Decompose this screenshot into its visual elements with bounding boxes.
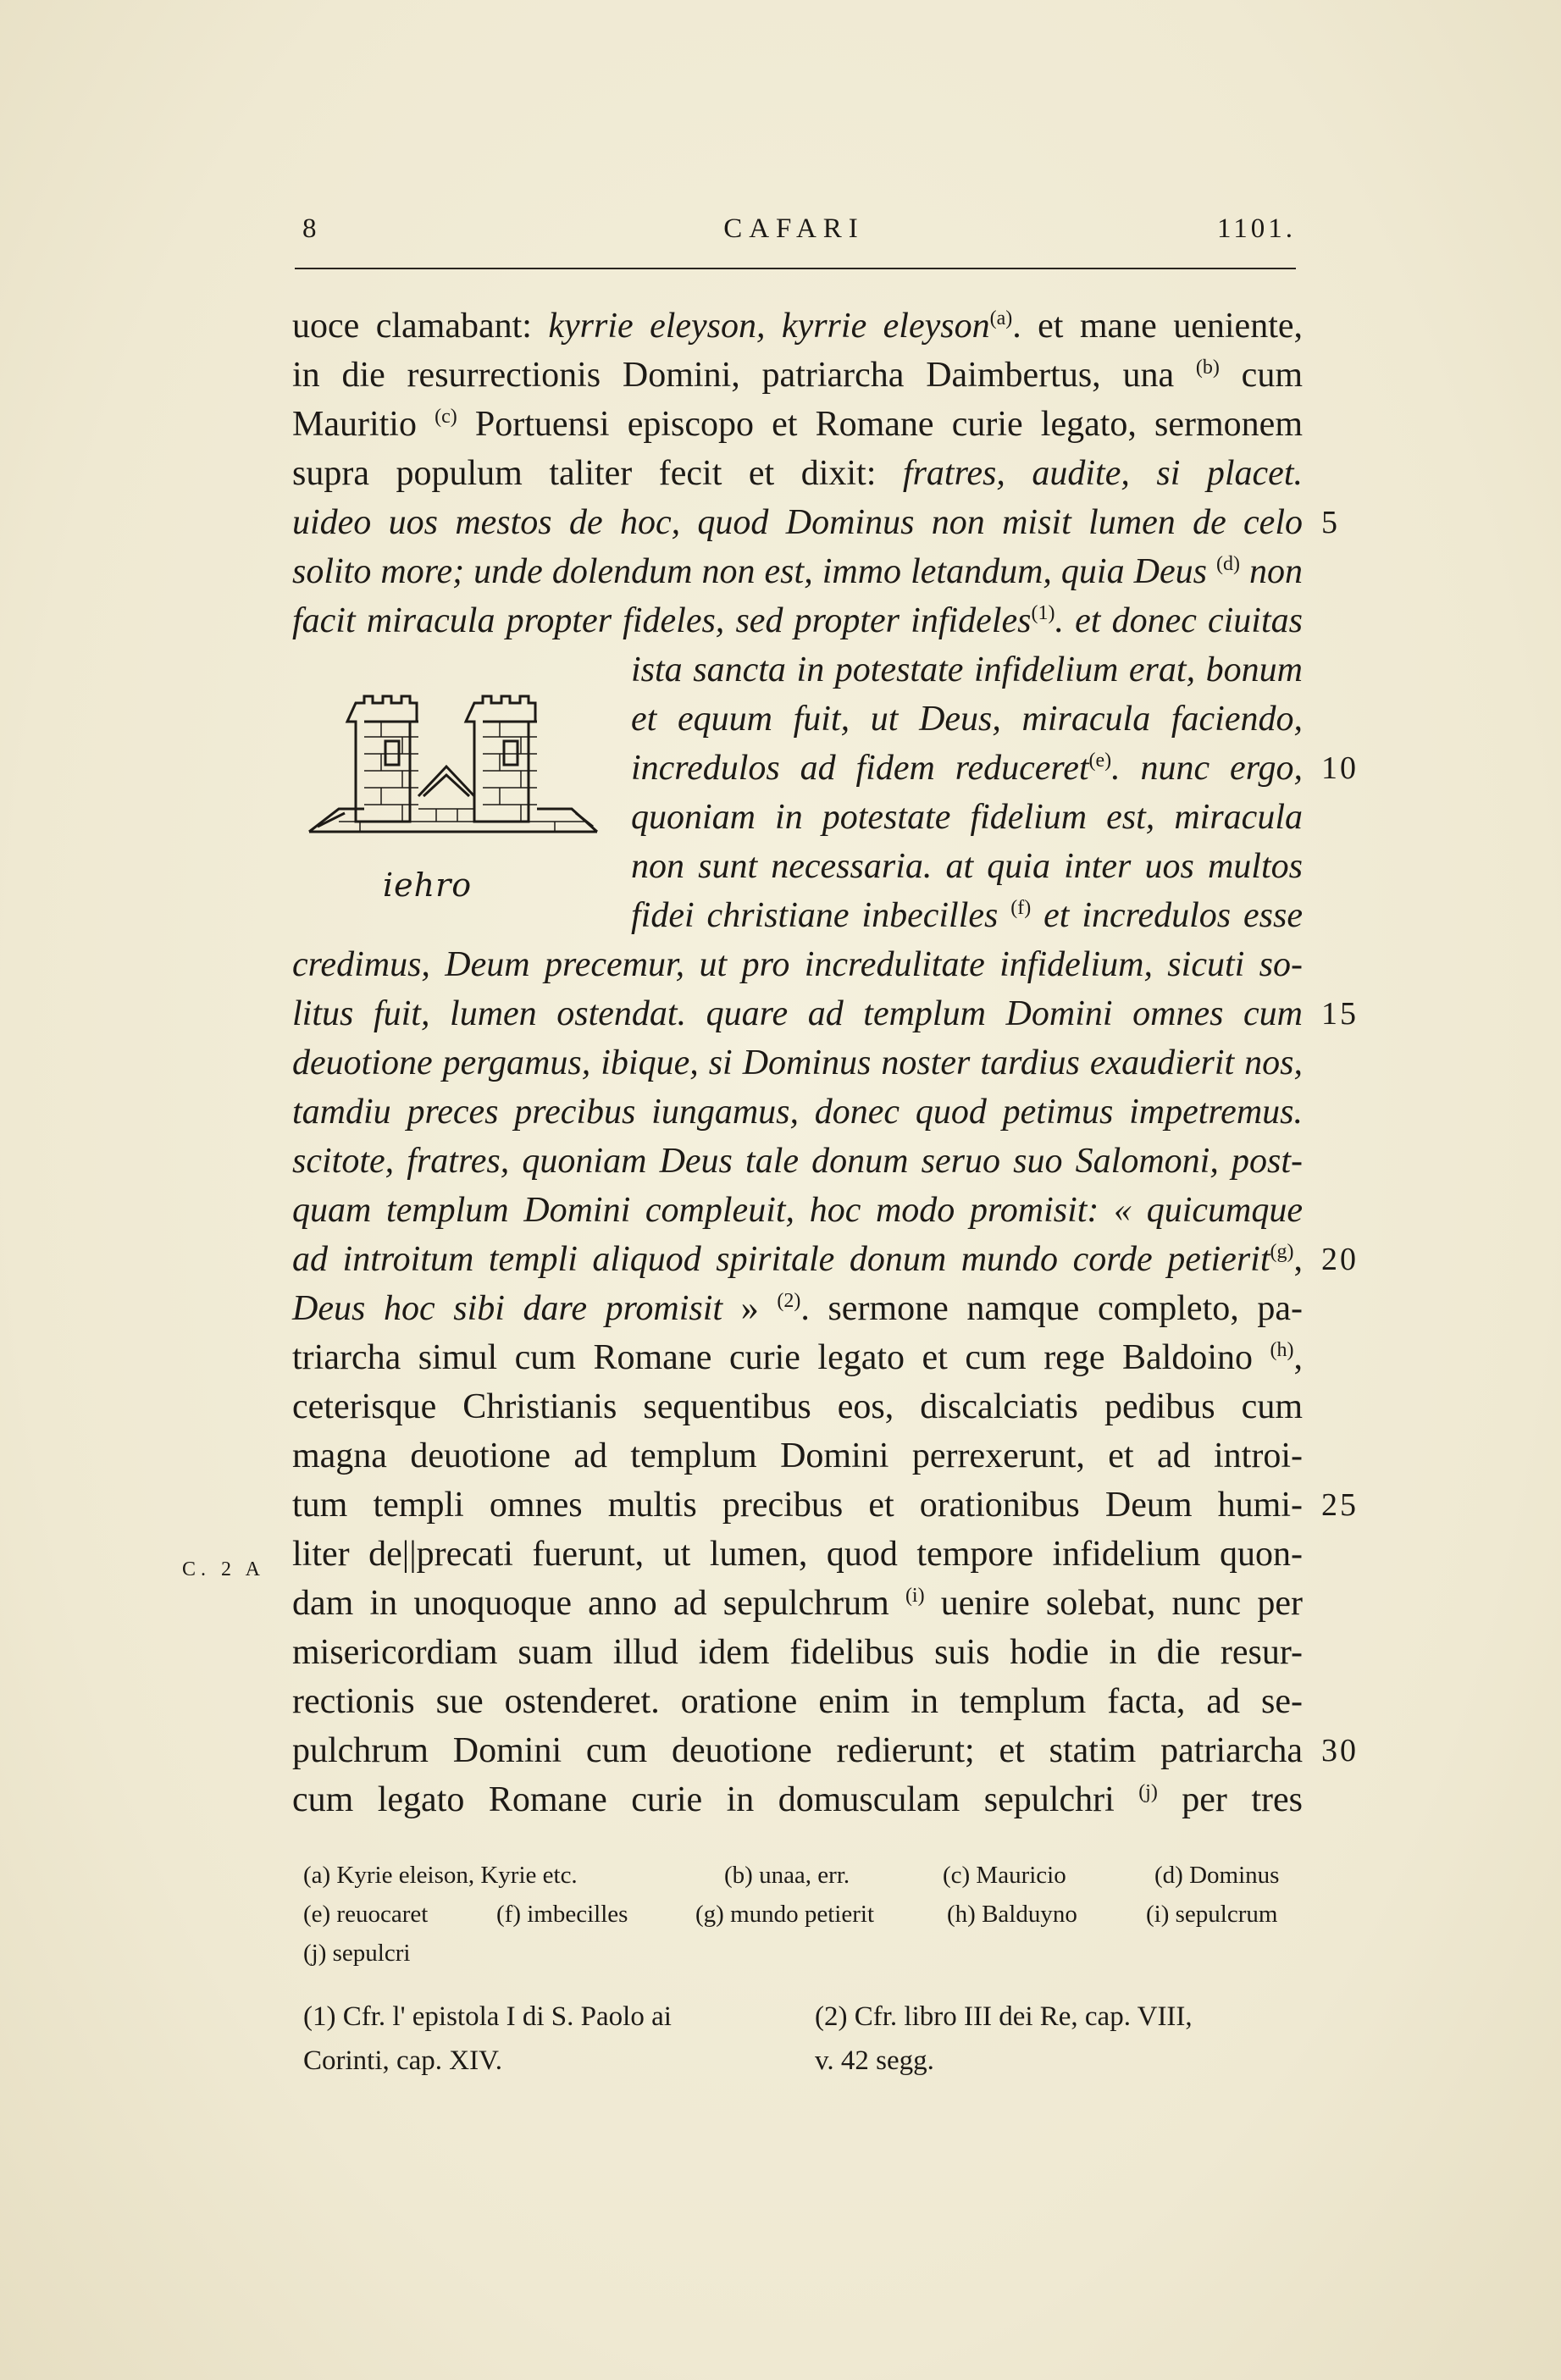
text-span: cum xyxy=(1219,356,1303,395)
text-span: triarcha simul cum Romane curie legato et cum rege Baldoino xyxy=(292,1338,1270,1377)
text-span: kyrrie eleyson, kyrrie eleyson xyxy=(548,307,990,346)
margin-note: C. 2 A xyxy=(182,1558,266,1580)
text-line xyxy=(631,695,1303,744)
note-marker: (a) xyxy=(989,307,1013,329)
text-line xyxy=(292,547,1303,596)
text-span: scitote, fratres, quoniam Deus tale donum seruo suo Salomoni, post- xyxy=(292,1142,1303,1181)
text-span: , xyxy=(1293,1240,1303,1279)
variant-note: (b) unaa, err. xyxy=(724,1862,850,1889)
text-span: , xyxy=(1293,1338,1303,1377)
text-span: Mauritio xyxy=(292,405,435,444)
text-span: misericordiam suam illud idem fidelibus suis hodie in die resur- xyxy=(292,1633,1303,1672)
line-number: 30 xyxy=(1321,1733,1359,1768)
note-marker: (1) xyxy=(1031,602,1055,624)
text-line xyxy=(292,940,1303,989)
footnote-2-line-1: (2) Cfr. libro III dei Re, cap. VIII, xyxy=(815,2001,1193,2032)
footnote-2-line-2: v. 42 segg. xyxy=(815,2045,934,2076)
text-span: ad introitum templi aliquod spiritale donum mundo corde petierit xyxy=(292,1240,1270,1279)
text-line xyxy=(631,744,1303,793)
text-span: et incredulos esse xyxy=(1031,896,1303,935)
text-line xyxy=(292,1088,1303,1137)
text-line xyxy=(292,400,1303,449)
text-span: ceterisque Christianis sequentibus eos, discalciatis pedibus cum xyxy=(292,1387,1303,1426)
text-span: . et donec ciuitas xyxy=(1055,601,1303,640)
text-span: rectionis sue ostenderet. oratione enim in templum facta, ad se- xyxy=(292,1682,1303,1721)
line-number: 15 xyxy=(1321,996,1359,1032)
castle-illustration xyxy=(301,686,606,839)
text-span: in die resurrectionis Domini, patriarcha Daimbertus, una xyxy=(292,356,1196,395)
text-line xyxy=(292,1677,1303,1726)
text-line xyxy=(292,1530,1303,1579)
variant-notes-row xyxy=(303,1862,1303,1901)
text-span: quoniam in potestate fidelium est, miracula xyxy=(631,798,1303,837)
variant-note: (c) Mauricio xyxy=(943,1862,1066,1889)
variant-note: (d) Dominus xyxy=(1154,1862,1280,1889)
text-line xyxy=(292,449,1303,498)
variant-note: (i) sepulcrum xyxy=(1146,1901,1278,1928)
footnote-1-line-2: Corinti, cap. XIV. xyxy=(303,2045,502,2076)
text-span: Portuensi episcopo et Romane curie legato, sermonem xyxy=(457,405,1303,444)
text-line xyxy=(292,1333,1303,1382)
footnote-1-line-1: (1) Cfr. l' epistola I di S. Paolo ai xyxy=(303,2001,672,2032)
text-span: quam templum Domini compleuit, hoc modo promisit: « quicumque xyxy=(292,1191,1303,1230)
text-span: non sunt necessaria. at quia inter uos multos xyxy=(631,847,1303,886)
note-marker: (c) xyxy=(435,406,457,428)
variant-note: (j) sepulcri xyxy=(303,1940,411,1967)
text-span: . nunc ergo, xyxy=(1111,749,1303,788)
text-span: pulchrum Domini cum deuotione redierunt; et statim patriarcha xyxy=(292,1731,1303,1770)
variant-notes xyxy=(303,1862,1303,1979)
text-line xyxy=(631,842,1303,891)
variant-note: (g) mundo petierit xyxy=(695,1901,875,1928)
text-line xyxy=(631,645,1303,695)
text-span: per tres xyxy=(1157,1780,1303,1819)
text-line xyxy=(292,1137,1303,1186)
text-line xyxy=(292,1481,1303,1530)
text-span: dam in unoquoque anno ad sepulchrum xyxy=(292,1584,905,1623)
text-line xyxy=(292,1186,1303,1235)
text-span: tum templi omnes multis precibus et orationibus Deum humi- xyxy=(292,1486,1303,1525)
note-marker: (j) xyxy=(1138,1781,1158,1803)
text-span: uoce clamabant: xyxy=(292,307,549,346)
text-line xyxy=(292,1579,1303,1628)
variant-notes-row xyxy=(303,1901,1303,1940)
text-line xyxy=(292,1431,1303,1481)
header-year: 1101. xyxy=(1216,213,1296,244)
variant-note: (a) Kyrie eleison, Kyrie etc. xyxy=(303,1862,578,1889)
variant-note: (h) Balduyno xyxy=(947,1901,1077,1928)
text-line xyxy=(292,596,1303,645)
text-line xyxy=(292,498,1303,547)
text-span: fratres, audite, si placet. xyxy=(902,454,1303,493)
line-number: 5 xyxy=(1321,505,1340,540)
text-line xyxy=(631,891,1303,940)
text-span: magna deuotione ad templum Domini perrexerunt, et ad introi- xyxy=(292,1436,1303,1475)
text-span: » xyxy=(722,1289,778,1328)
text-line xyxy=(292,1775,1303,1824)
text-line xyxy=(292,1284,1303,1333)
text-span: tamdiu preces precibus iungamus, donec quod petimus impetremus. xyxy=(292,1093,1303,1132)
text-line xyxy=(292,1726,1303,1775)
note-marker: (e) xyxy=(1088,750,1112,772)
text-span: fidei christiane inbecilles xyxy=(631,896,1011,935)
text-span: . sermone namque completo, pa- xyxy=(800,1289,1304,1328)
note-marker: (d) xyxy=(1215,553,1240,575)
note-marker: (f) xyxy=(1010,897,1032,919)
variant-note: (f) imbecilles xyxy=(496,1901,628,1928)
variant-note: (e) reuocaret xyxy=(303,1901,429,1928)
running-header xyxy=(292,213,1296,264)
text-span: supra populum taliter fecit et dixit: xyxy=(292,454,903,493)
text-span: ista sancta in potestate infidelium erat, bonum xyxy=(631,650,1303,689)
running-title: CAFARI xyxy=(723,213,865,244)
line-number: 10 xyxy=(1321,750,1359,786)
text-span: uideo uos mestos de hoc, quod Dominus non misit lumen de celo xyxy=(292,503,1303,542)
variant-notes-row xyxy=(303,1940,1303,1979)
text-line xyxy=(292,351,1303,400)
text-span: cum legato Romane curie in domusculam sepulchri xyxy=(292,1780,1139,1819)
text-span: et equum fuit, ut Deus, miracula faciendo, xyxy=(631,700,1303,739)
text-span: uenire solebat, nunc per xyxy=(924,1584,1303,1623)
line-number: 20 xyxy=(1321,1242,1359,1277)
text-line xyxy=(292,1382,1303,1431)
text-span: litus fuit, lumen ostendat. quare ad templum Domini omnes cum xyxy=(292,994,1303,1033)
text-span: . et mane ueniente, xyxy=(1012,307,1303,346)
line-number: 25 xyxy=(1321,1487,1359,1523)
text-span: liter de||precati fuerunt, ut lumen, quod tempore infidelium quon- xyxy=(292,1535,1303,1574)
note-marker: (i) xyxy=(905,1585,925,1607)
text-line xyxy=(292,1038,1303,1088)
text-span: deuotione pergamus, ibique, si Dominus noster tardius exaudierit nos, xyxy=(292,1043,1303,1082)
text-line xyxy=(292,1235,1303,1284)
text-span: incredulos ad fidem reduceret xyxy=(631,749,1089,788)
note-marker: (2) xyxy=(777,1290,801,1312)
note-marker: (g) xyxy=(1270,1241,1294,1263)
illustration-caption: iehro xyxy=(383,866,473,904)
note-marker: (b) xyxy=(1195,357,1220,379)
text-span: solito more; unde dolendum non est, immo letandum, quia Deus xyxy=(292,552,1216,591)
text-span: facit miracula propter fideles, sed propter infideles xyxy=(292,601,1032,640)
text-span: Deus hoc sibi dare promisit xyxy=(292,1289,723,1328)
note-marker: (h) xyxy=(1270,1339,1294,1361)
text-line xyxy=(292,1628,1303,1677)
page-number: 8 xyxy=(302,213,322,244)
text-line xyxy=(292,302,1303,351)
header-rule xyxy=(295,268,1296,269)
text-line xyxy=(292,989,1303,1038)
text-span: non xyxy=(1239,552,1303,591)
text-span: credimus, Deum precemur, ut pro incredulitate infidelium, sicuti so- xyxy=(292,945,1303,984)
text-line xyxy=(631,793,1303,842)
